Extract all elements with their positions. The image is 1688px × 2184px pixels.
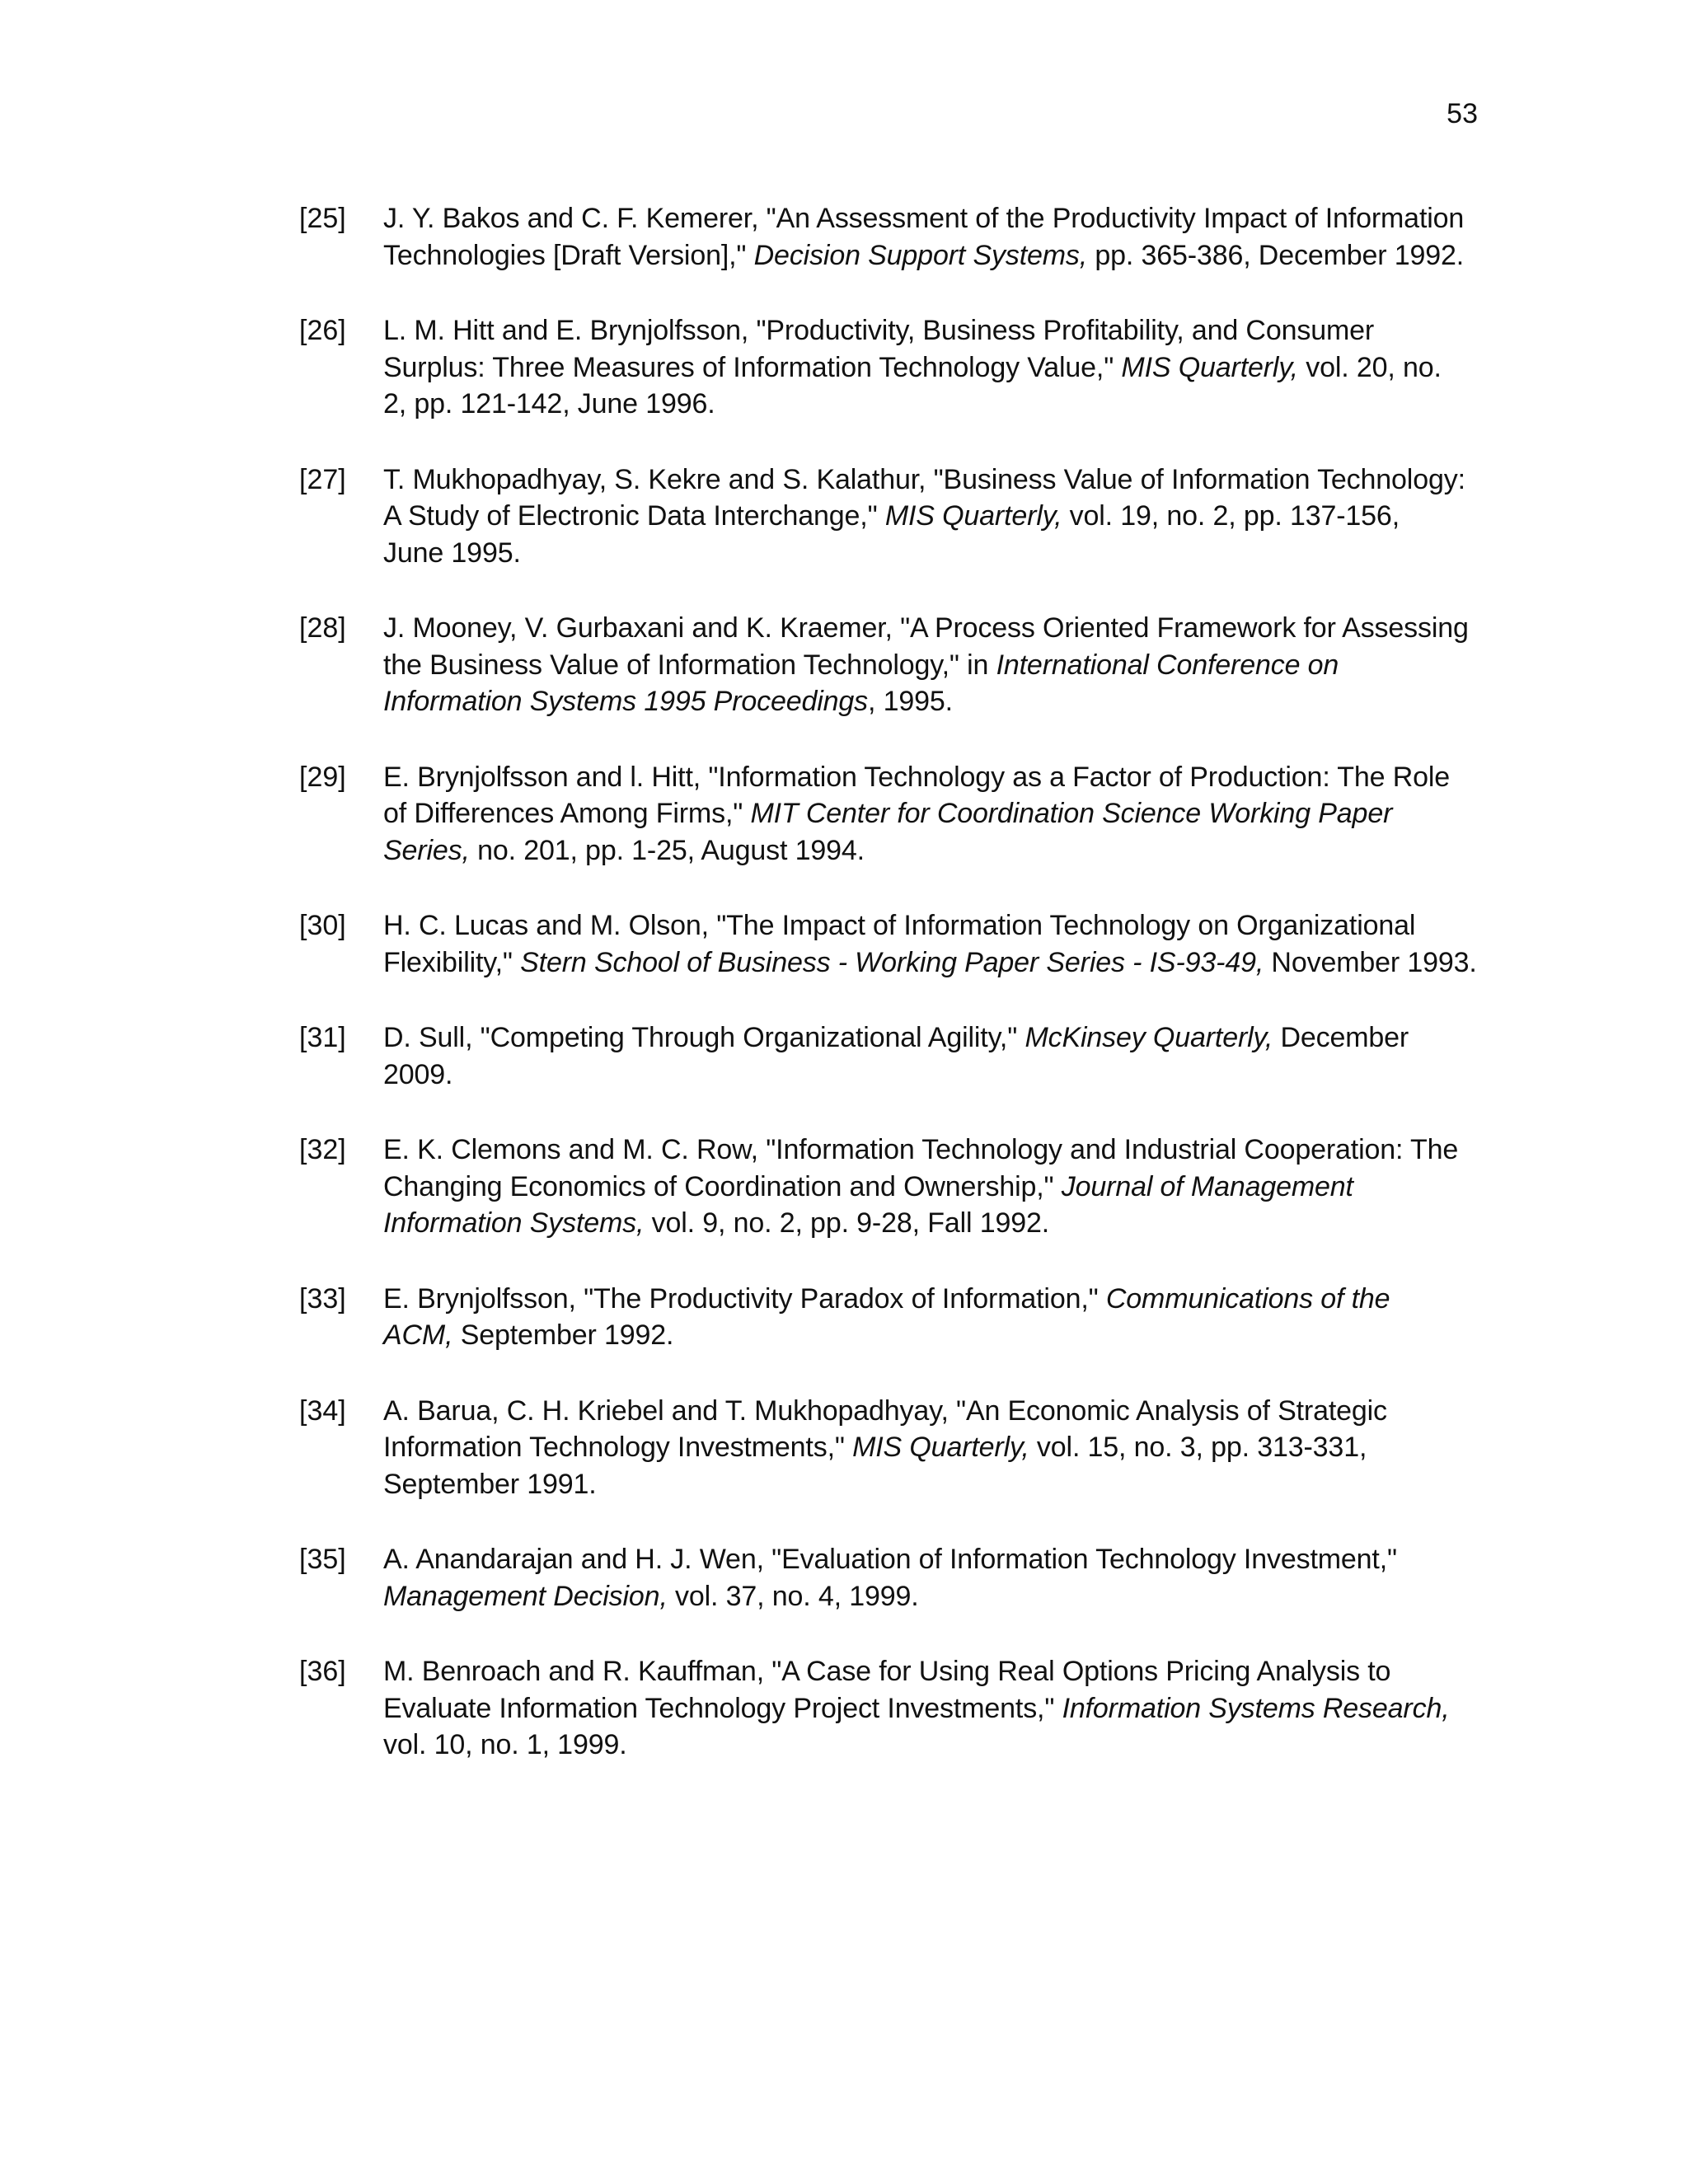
reference-line — [383, 312, 1447, 349]
reference-item — [299, 312, 1453, 423]
reference-title-segment: Journal of Management — [1061, 1170, 1353, 1202]
reference-item — [299, 200, 1465, 274]
reference-number: [35] — [299, 1544, 346, 1575]
reference-line — [383, 1429, 1447, 1466]
reference-list — [299, 200, 1477, 1802]
page-number: 53 — [1447, 98, 1478, 129]
reference-item — [299, 462, 1465, 572]
reference-text-segment: A. Barua, C. H. Kriebel and T. Mukhopadhyay, "An Economic Analysis of Strategic — [383, 1394, 1387, 1427]
reference-text — [383, 200, 1465, 274]
reference-title-segment: Management Decision, — [383, 1580, 668, 1612]
reference-number: [31] — [299, 1022, 346, 1053]
reference-number: [28] — [299, 612, 346, 644]
reference-text-segment: vol. 20, no. — [1297, 351, 1442, 383]
reference-text-segment: vol. 10, no. 1, 1999. — [383, 1729, 627, 1760]
reference-title-segment: ACM, — [383, 1319, 453, 1351]
reference-line — [383, 462, 1465, 499]
reference-text-segment: J. Y. Bakos and C. F. Kemerer, "An Assessment of the Productivity Impact of Information — [383, 203, 1465, 234]
reference-text-segment: vol. 9, no. 2, pp. 9-28, Fall 1992. — [644, 1207, 1050, 1239]
reference-text-segment: Changing Economics of Coordination and Ownership," — [383, 1170, 1062, 1202]
reference-title-segment: MIS Quarterly, — [1121, 351, 1298, 383]
reference-text-segment: J. Mooney, V. Gurbaxani and K. Kraemer, "A Process Oriented Framework for Assessing — [383, 612, 1469, 644]
reference-item — [299, 1281, 1453, 1354]
reference-title-segment: International Conference on — [996, 649, 1339, 681]
reference-item — [299, 1393, 1453, 1503]
reference-text-segment: L. M. Hitt and E. Brynjolfsson, "Productivity, Business Profitability, and Consumer — [383, 315, 1375, 346]
reference-text-segment: vol. 19, no. 2, pp. 137-156, — [1062, 500, 1400, 532]
reference-number: [33] — [299, 1282, 346, 1315]
reference-line — [383, 683, 1447, 720]
reference-text-segment: Evaluate Information Technology Project Investments," — [383, 1692, 1062, 1724]
reference-number: [36] — [299, 1656, 346, 1687]
reference-item — [299, 1653, 1453, 1764]
reference-text-segment: Information Technology Investments," — [383, 1432, 853, 1463]
reference-line — [383, 610, 1469, 647]
reference-line — [383, 795, 1447, 832]
reference-text — [383, 1541, 1447, 1615]
reference-text-segment: December — [1273, 1022, 1409, 1053]
reference-title-segment: Information Systems, — [383, 1207, 645, 1239]
reference-line — [383, 200, 1465, 237]
reference-title-segment: Stern School of Business - Working Paper Series - IS-93-49, — [520, 946, 1264, 978]
reference-text-segment: no. 201, pp. 1-25, August 1994. — [469, 834, 865, 866]
reference-item — [299, 610, 1469, 720]
reference-line — [383, 349, 1447, 387]
reference-title-segment: MIS Quarterly, — [884, 500, 1062, 532]
reference-line — [383, 832, 1447, 869]
reference-title-segment: MIT Center for Coordination Science Working Paper — [750, 798, 1393, 829]
reference-item — [299, 1019, 1453, 1093]
reference-text-segment: A. Anandarajan and H. J. Wen, "Evaluation of Information Technology Investment," — [383, 1544, 1397, 1575]
reference-text — [383, 907, 1477, 981]
reference-line — [383, 1541, 1447, 1578]
reference-text-segment: June 1995. — [383, 537, 521, 569]
reference-title-segment: Information Systems 1995 Proceedings — [383, 686, 869, 717]
reference-text-segment: Flexibility," — [383, 946, 521, 978]
reference-line — [383, 386, 1447, 423]
reference-text — [383, 1653, 1450, 1764]
reference-title-segment: McKinsey Quarterly, — [1025, 1022, 1273, 1053]
reference-line — [383, 237, 1465, 274]
reference-item — [299, 759, 1453, 869]
reference-line — [383, 1019, 1447, 1057]
reference-line — [383, 1057, 1447, 1094]
reference-text-segment: Surplus: Three Measures of Information Technology Value," — [383, 351, 1122, 383]
reference-number: [29] — [299, 761, 346, 793]
reference-text — [383, 1132, 1459, 1242]
reference-text-segment: H. C. Lucas and M. Olson, "The Impact of Information Technology on Organizational — [383, 910, 1416, 941]
reference-text-segment: A Study of Electronic Data Interchange," — [383, 500, 885, 532]
reference-title-segment: Communications of the — [1105, 1282, 1390, 1315]
reference-line — [383, 1281, 1447, 1318]
reference-number: [34] — [299, 1394, 346, 1427]
reference-line — [383, 1205, 1447, 1242]
reference-line — [383, 1727, 1447, 1764]
reference-line — [383, 907, 1447, 944]
reference-line — [383, 498, 1447, 535]
reference-text-segment: , 1995. — [868, 686, 953, 717]
reference-text-segment: pp. 365-386, December 1992. — [1087, 239, 1465, 271]
reference-line — [383, 1132, 1459, 1169]
reference-text-segment: E. K. Clemons and M. C. Row, "Information Technology and Industrial Cooperation: The — [383, 1134, 1459, 1165]
reference-text-segment: vol. 37, no. 4, 1999. — [667, 1580, 919, 1612]
reference-number: [32] — [299, 1134, 346, 1165]
reference-text-segment: T. Mukhopadhyay, S. Kekre and S. Kalathur, "Business Value of Information Technology: — [383, 463, 1465, 495]
reference-line — [383, 1169, 1447, 1206]
reference-text-segment: 2009. — [383, 1058, 453, 1090]
reference-text — [383, 1019, 1447, 1093]
reference-line — [383, 944, 1477, 982]
reference-title-segment: Decision Support Systems, — [753, 239, 1088, 271]
reference-text-segment: E. Brynjolfsson, "The Productivity Paradox of Information," — [383, 1282, 1106, 1315]
reference-title-segment: MIS Quarterly, — [852, 1432, 1029, 1463]
reference-text-segment: 2, pp. 121-142, June 1996. — [383, 388, 715, 419]
reference-line — [383, 1578, 1447, 1615]
reference-text — [383, 1393, 1447, 1503]
reference-text — [383, 610, 1469, 720]
reference-number: [27] — [299, 463, 346, 495]
reference-item — [299, 1541, 1453, 1615]
reference-text — [383, 759, 1451, 869]
reference-text-segment: vol. 15, no. 3, pp. 313-331, — [1029, 1432, 1367, 1463]
reference-line — [383, 1466, 1447, 1503]
reference-title-segment: Information Systems Research, — [1062, 1692, 1450, 1724]
reference-text-segment: of Differences Among Firms," — [383, 798, 751, 829]
reference-number: [30] — [299, 910, 346, 941]
reference-text-segment: E. Brynjolfsson and l. Hitt, "Information Technology as a Factor of Production: The Role — [383, 761, 1451, 793]
reference-text-segment: September 1991. — [383, 1468, 597, 1500]
reference-number: [25] — [299, 203, 346, 234]
reference-item — [299, 1132, 1459, 1242]
reference-text-segment: D. Sull, "Competing Through Organizational Agility," — [383, 1022, 1025, 1053]
reference-text — [383, 462, 1465, 572]
reference-text-segment: the Business Value of Information Technology," in — [383, 649, 996, 681]
reference-text — [383, 312, 1447, 423]
reference-line — [383, 535, 1447, 572]
reference-number: [26] — [299, 315, 346, 346]
reference-title-segment: Series, — [383, 834, 470, 866]
reference-line — [383, 1317, 1447, 1354]
reference-text-segment: September 1992. — [452, 1319, 674, 1351]
reference-text-segment: November 1993. — [1264, 946, 1477, 978]
reference-text — [383, 1281, 1447, 1354]
reference-line — [383, 759, 1451, 796]
reference-text-segment: Technologies [Draft Version]," — [383, 239, 754, 271]
reference-line — [383, 1393, 1447, 1430]
reference-item — [299, 907, 1477, 981]
reference-text-segment: M. Benroach and R. Kauffman, "A Case for Using Real Options Pricing Analysis to — [383, 1656, 1391, 1687]
reference-line — [383, 1653, 1447, 1690]
reference-line — [383, 647, 1447, 684]
reference-line — [383, 1690, 1450, 1727]
